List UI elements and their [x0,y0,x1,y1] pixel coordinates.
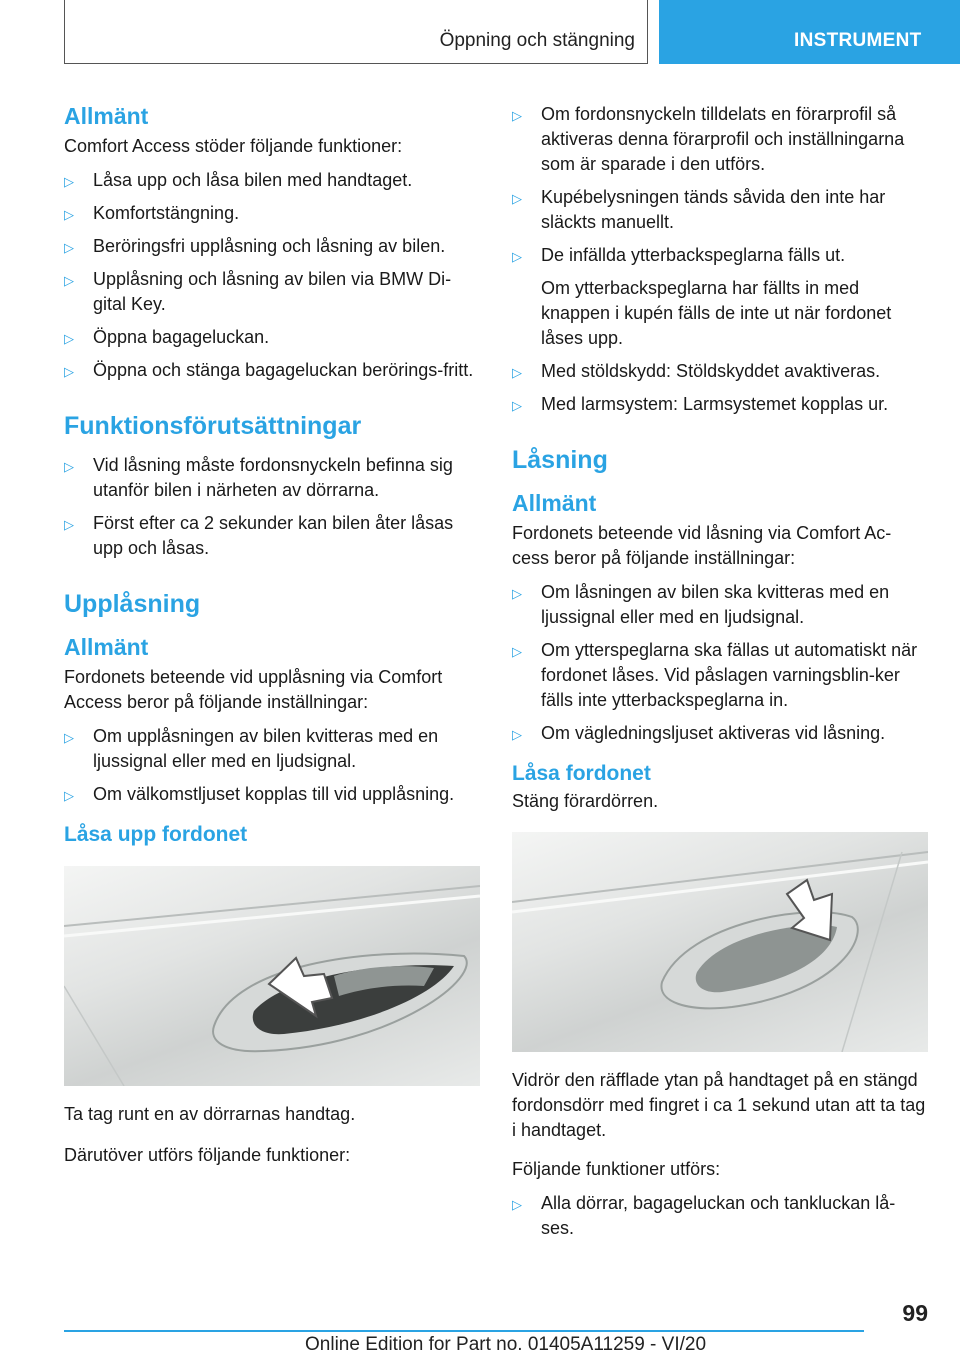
list-item: ▷ Vid låsning måste fordonsnyckeln befinna sig utanför bilen i närheten av dörrarna. [64,455,453,500]
bullet-triangle-icon: ▷ [512,586,522,601]
lock-instruction-2: Vidrör den räfflade ytan på handtaget på en stängd fordonsdörr med fingret i ca 1 sekund utan att ta tag i handtaget. [512,1070,926,1140]
list-item: ▷ Låsa upp och låsa bilen med handtaget. [64,168,480,193]
mirror-note: Om ytterbackspeglarna har fällts in med knappen i kupén fälls de inte ut när fordonet låses upp. [541,278,892,348]
list-item: ▷ Om vägledningsljuset aktiveras vid låsning. [512,721,928,746]
bullet-triangle-icon: ▷ [512,727,522,742]
lock-settings-list [512,580,928,746]
list-item: ▷ De infällda ytterbackspeglarna fälls ut. [512,243,928,268]
right-column [512,100,928,1249]
list-item: ▷ Först efter ca 2 sekunder kan bilen åter låsas upp och låsas. [64,513,454,558]
list-item: ▷ Alla dörrar, bagageluckan och tankluckan lå-ses. [512,1193,896,1238]
unlock-instruction-1: Ta tag runt en av dörrarnas handtag. [64,1104,356,1124]
heading-upplasning: Upplåsning [64,590,201,618]
list-item: ▷ Om välkomstljuset kopplas till vid upplåsning. [64,782,480,807]
unlock-functions-list-2 [512,359,928,417]
footer-edition: Online Edition for Part no. 01405A11259 - VI/20 [305,1334,707,1355]
list-item: ▷ Om upplåsningen av bilen kvitteras med en ljussignal eller med en ljudsignal. [64,726,439,771]
lock-instruction-1: Stäng förardörren. [512,791,659,811]
footer-divider [64,1330,864,1332]
bullet-triangle-icon: ▷ [64,730,74,745]
header-section-title: Öppning och stängning [439,30,635,51]
bullet-triangle-icon: ▷ [512,249,522,264]
unlock-functions-list [512,102,928,268]
bullet-triangle-icon: ▷ [512,398,522,413]
unlock-instruction-2: Därutöver utförs följande funktioner: [64,1145,351,1165]
list-item: ▷ Om ytterspeglarna ska fällas ut automatiskt när fordonet låses. Vid påslagen varningsblin-ker fälls inte ytterbackspeglarna in. [512,640,918,710]
lock-instruction-3: Följande funktioner utförs: [512,1159,721,1179]
bullet-triangle-icon: ▷ [512,108,522,123]
bullet-triangle-icon: ▷ [64,273,74,288]
unlock-intro-text: Fordonets beteende vid upplåsning via Comfort Access beror på följande inställningar: [64,667,443,712]
lock-functions-list [512,1191,928,1241]
bullet-triangle-icon: ▷ [64,364,74,379]
door-handle-touch-image [512,832,928,1052]
heading-lasning: Låsning [512,446,608,474]
heading-lasa-upp-fordonet: Låsa upp fordonet [64,823,248,846]
bullet-triangle-icon: ▷ [64,174,74,189]
heading-allmant-lock: Allmänt [512,490,597,516]
lock-intro-text: Fordonets beteende vid låsning via Comfort Ac-cess beror på följande inställningar: [512,523,892,568]
bullet-triangle-icon: ▷ [512,1197,522,1212]
bullet-triangle-icon: ▷ [64,207,74,222]
list-item: ▷ Beröringsfri upplåsning och låsning av bilen. [64,234,480,259]
bullet-triangle-icon: ▷ [64,240,74,255]
list-item: ▷ Med larmsystem: Larmsystemet kopplas ur. [512,392,928,417]
bullet-triangle-icon: ▷ [64,517,74,532]
conditions-list [64,453,480,561]
bullet-triangle-icon: ▷ [64,459,74,474]
list-item: ▷ Upplåsning och låsning av bilen via BMW Di-gital Key. [64,269,452,314]
list-item: ▷ Öppna och stänga bagageluckan berörings-fritt. [64,358,480,383]
bullet-triangle-icon: ▷ [512,644,522,659]
bullet-triangle-icon: ▷ [64,331,74,346]
left-column [64,100,480,1177]
list-item: ▷ Om fordonsnyckeln tilldelats en förarprofil så aktiveras denna förarprofil och inställningarna som är sparade i den utförs. [512,104,905,174]
heading-lasa-fordonet: Låsa fordonet [512,762,651,785]
bullet-triangle-icon: ▷ [512,191,522,206]
list-item: ▷ Om låsningen av bilen ska kvitteras med en ljussignal eller med en ljudsignal. [512,582,890,627]
header-chapter-tab: INSTRUMENT [659,0,960,64]
features-list [64,168,480,383]
list-item: ▷ Kupébelysningen tänds såvida den inte har släckts manuellt. [512,187,886,232]
bullet-triangle-icon: ▷ [512,365,522,380]
intro-text: Comfort Access stöder följande funktioner: [64,136,403,156]
unlock-settings-list [64,724,480,807]
bullet-triangle-icon: ▷ [64,788,74,803]
door-handle-grab-image [64,866,480,1086]
list-item: ▷ Med stöldskydd: Stöldskyddet avaktiveras. [512,359,928,384]
heading-allmant-unlock: Allmänt [64,634,149,660]
heading-allmant: Allmänt [64,103,149,129]
heading-funktionsforutsattningar: Funktionsförutsättningar [64,412,362,440]
list-item: ▷ Öppna bagageluckan. [64,325,480,350]
list-item: ▷ Komfortstängning. [64,201,480,226]
page-number: 99 [902,1300,928,1326]
